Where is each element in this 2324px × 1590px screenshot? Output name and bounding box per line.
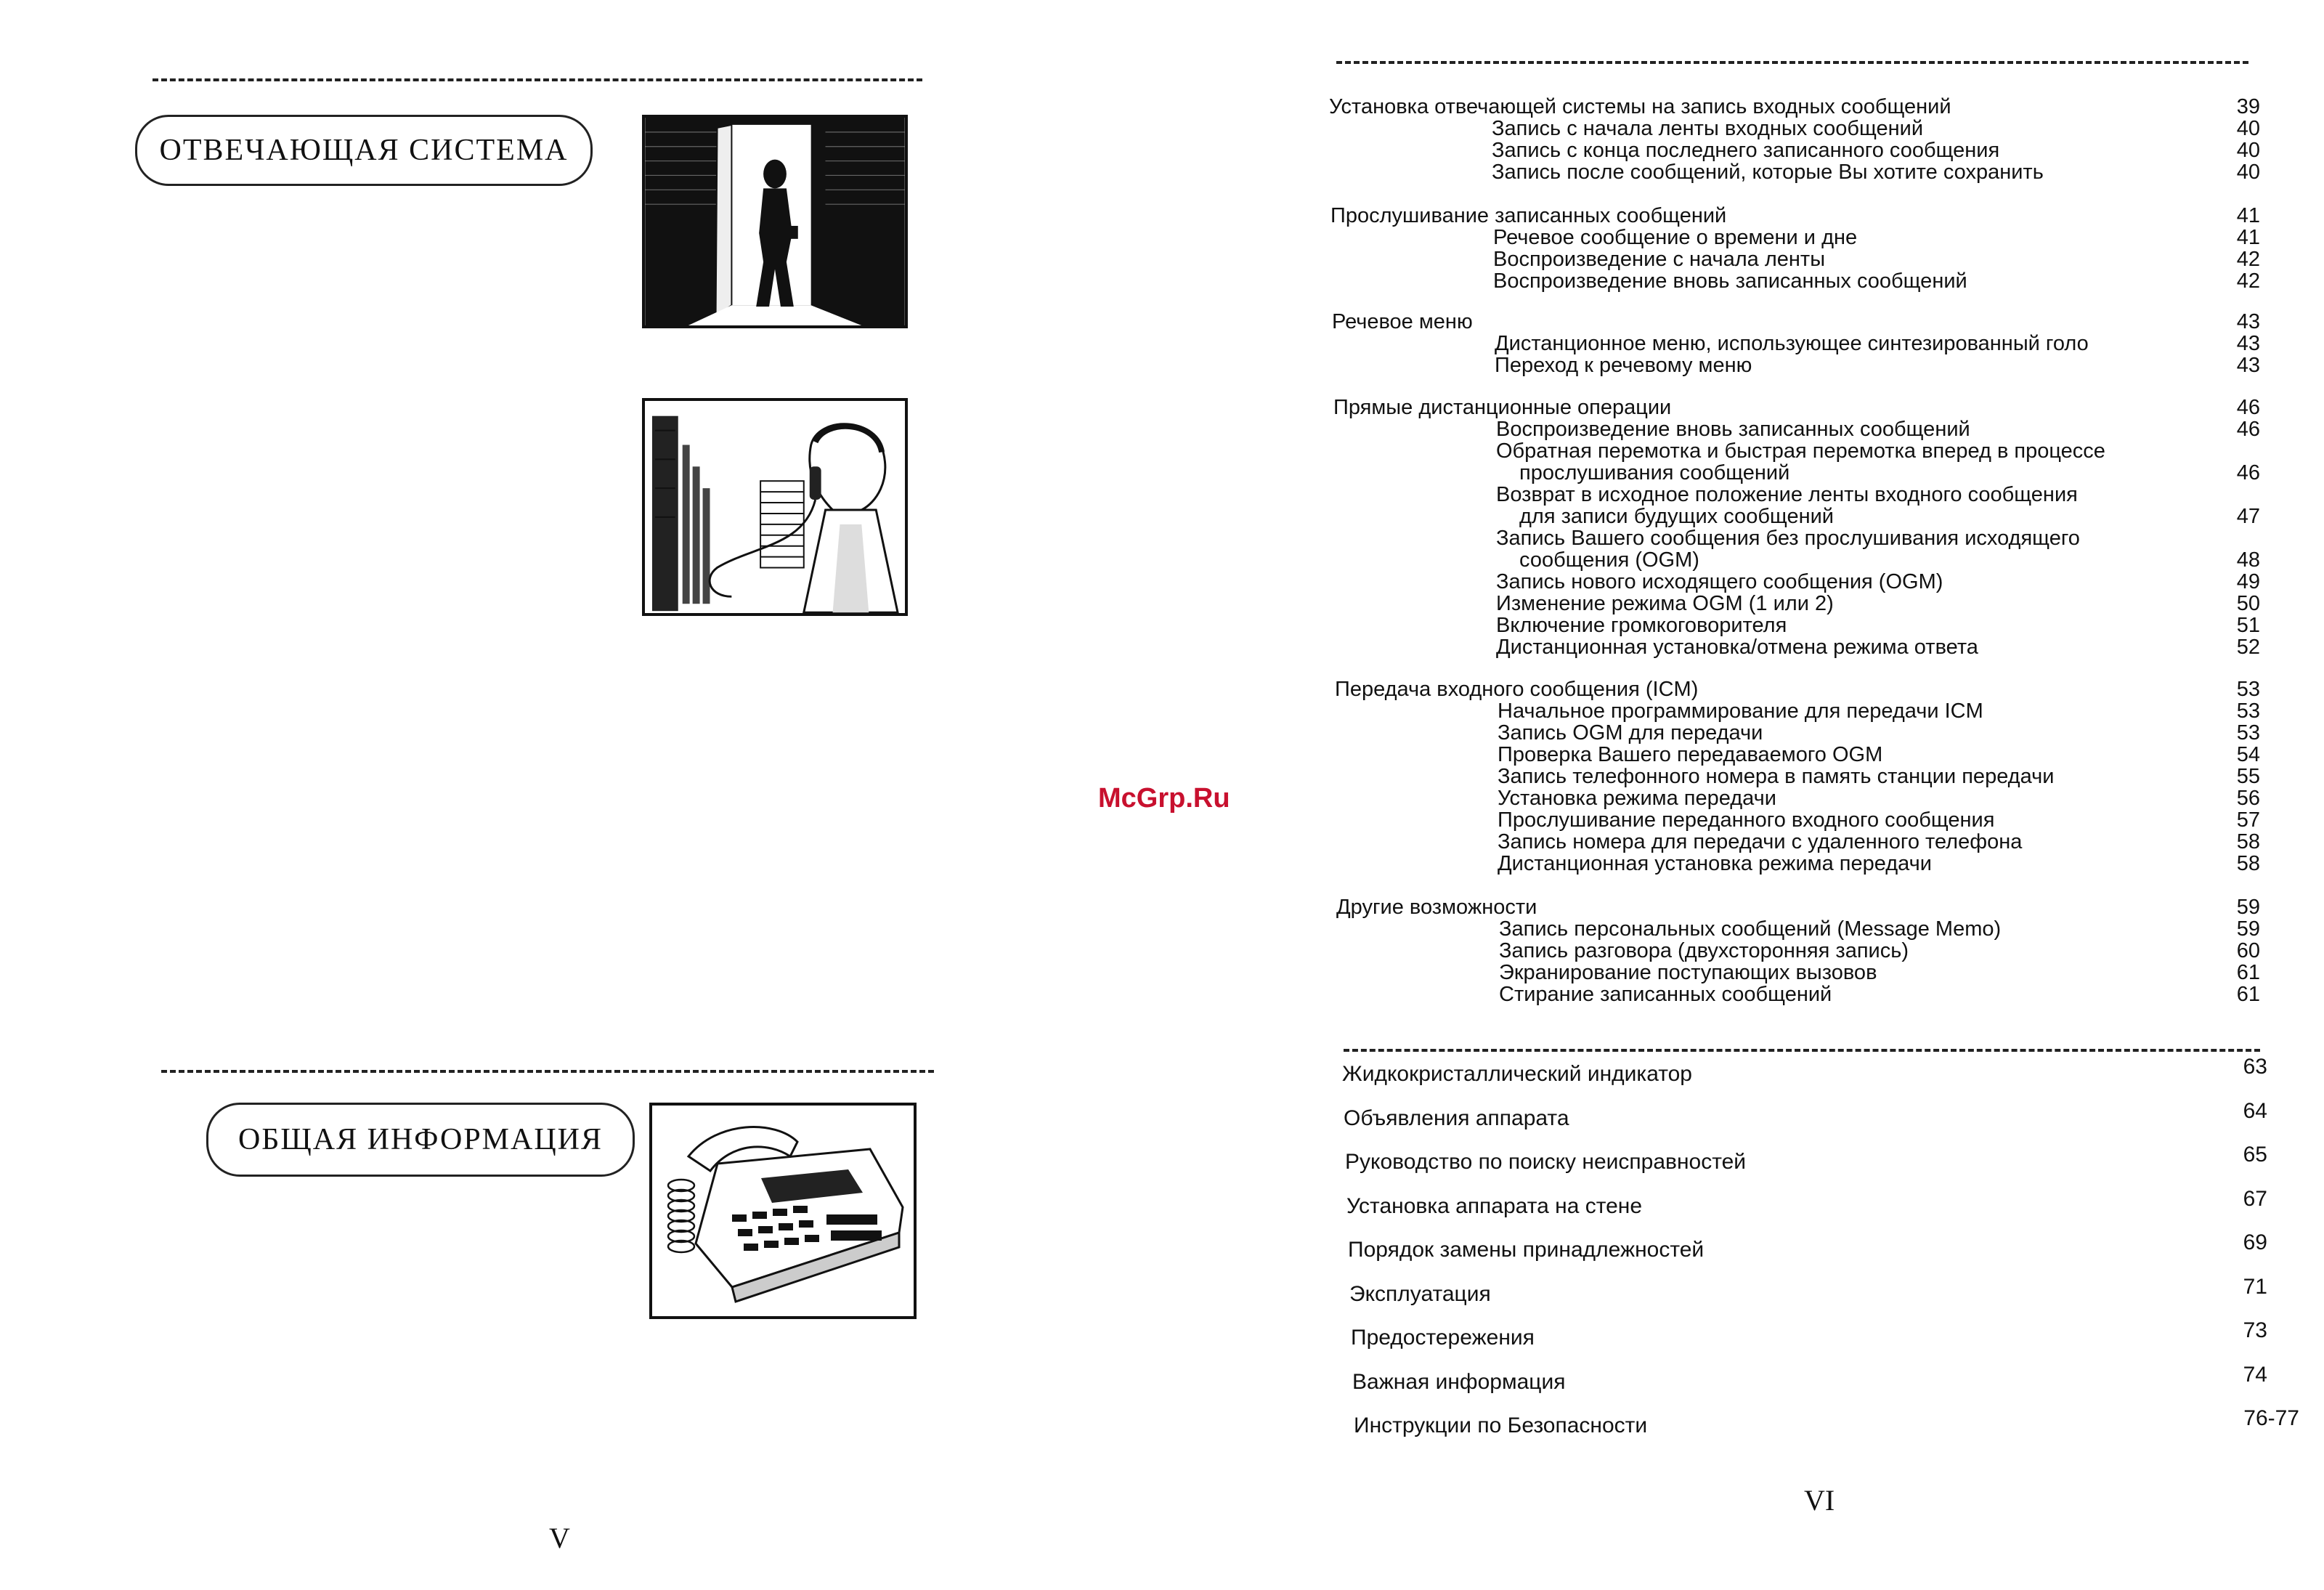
general-item-label: Жидкокристаллический индикатор [1342,1062,1692,1086]
toc-item-page: 58 [2236,830,2260,853]
toc-item-page: 48 [2236,548,2260,572]
general-item-label: Установка аппарата на стене [1346,1193,1643,1218]
toc-item-page: 56 [2236,787,2260,810]
left-page-number: V [549,1522,570,1554]
section-title-general-information-text: ОБЩАЯ ИНФОРМАЦИЯ [237,1123,604,1156]
general-item-page: 63 [2243,1055,2267,1079]
toc-item-line: Запись разговора (двухсторонняя запись) [1499,939,1909,962]
toc-item-page: 40 [2236,161,2260,184]
general-item-page: 64 [2243,1098,2267,1123]
toc-item-line: Запись телефонного номера в память станции передачи [1498,765,2055,788]
toc-item-page: 61 [2236,961,2260,984]
general-item-page: 69 [2243,1230,2267,1254]
toc-item-page: 46 [2236,461,2260,484]
answering-machine-svg [652,1106,914,1316]
toc-item-page: 60 [2236,939,2260,962]
toc-item-line: Воспроизведение вновь записанных сообщений [1496,418,1970,441]
toc-item-line: Возврат в исходное положение ленты входного сообщения [1496,483,2078,506]
toc-group-page: 59 [2236,896,2260,919]
toc-group-page: 39 [2236,95,2260,118]
watermark-text: McGrp.Ru [1098,783,1230,814]
toc-item-page: 53 [2236,721,2260,745]
toc-group-title: Передача входного сообщения (ICM) [1335,678,1699,701]
toc-item-line: Дистанционное меню, использующее синтезированный голо [1495,332,2089,355]
toc-item-line: Дистанционная установка/отмена режима ответа [1496,636,1978,659]
toc-group-title: Прослушивание записанных сообщений [1330,204,1727,227]
general-item-page: 67 [2243,1186,2267,1211]
toc-item-page: 55 [2236,765,2260,788]
toc-item-line: Начальное программирование для передачи ICM [1498,699,1983,723]
toc-group-title: Другие возможности [1336,896,1537,919]
toc-group-page: 53 [2236,678,2260,701]
toc-item-page: 53 [2236,699,2260,723]
toc-item-page: 57 [2236,808,2260,832]
toc-item-line: Стирание записанных сообщений [1499,983,1832,1006]
toc-item-page: 47 [2236,505,2260,528]
toc-item-line: Воспроизведение с начала ленты [1493,248,1826,271]
general-item-label: Эксплуатация [1349,1281,1491,1306]
general-item-label: Объявления аппарата [1344,1106,1569,1130]
toc-item-line: Проверка Вашего передаваемого OGM [1498,743,1883,766]
general-item-label: Руководство по поиску неисправностей [1345,1150,1747,1174]
toc-item-page: 40 [2236,139,2260,162]
toc-item-page: 41 [2236,226,2260,249]
general-item-page: 73 [2243,1318,2267,1342]
toc-item-page: 58 [2236,852,2260,875]
toc-item-line: Запись с конца последнего записанного сообщения [1492,139,2000,162]
general-item-page: 71 [2243,1274,2267,1299]
toc-item-line: Переход к речевому меню [1495,354,1752,377]
toc-item-line: Установка режима передачи [1498,787,1776,810]
toc-item-page: 50 [2236,592,2260,615]
toc-item-line: Обратная перемотка и быстрая перемотка вперед в процессе [1496,439,2105,463]
general-item-page: 65 [2243,1143,2267,1167]
toc-group-title: Речевое меню [1332,310,1473,333]
general-item-label: Инструкции по Безопасности [1354,1413,1648,1437]
toc-item-line: Включение громкоговорителя [1496,614,1787,637]
toc-item-line: Прослушивание переданного входного сообщения [1498,808,1995,832]
toc-item-page: 51 [2236,614,2260,637]
general-item-label: Важная информация [1352,1369,1566,1394]
general-item-page: 74 [2243,1362,2267,1387]
section-title-general-information [206,1103,635,1177]
toc-item-line: Дистанционная установка режима передачи [1498,852,1932,875]
toc-item-page: 42 [2236,248,2260,271]
toc-item-page: 49 [2236,570,2260,593]
toc-item-line: сообщения (OGM) [1519,548,1699,572]
toc-item-line: Запись нового исходящего сообщения (OGM) [1496,570,1943,593]
toc-item-line: Запись Вашего сообщения без прослушивания исходящего [1496,527,2080,550]
toc-item-page: 59 [2236,917,2260,941]
section-title-answering-system-text: ОТВЕЧАЮЩАЯ СИСТЕМА [159,134,569,167]
middle-divider-left [161,1070,934,1073]
toc-item-line: прослушивания сообщений [1519,461,1790,484]
toc-item-line: Запись OGM для передачи [1498,721,1763,745]
toc-item-line: Запись после сообщений, которые Вы хотите сохранить [1492,161,2044,184]
general-item-page: 76-77 [2243,1406,2299,1430]
toc-item-page: 43 [2236,332,2260,355]
toc-group-page: 43 [2236,310,2260,333]
general-item-label: Предостережения [1351,1326,1535,1350]
toc-group-title: Установка отвечающей системы на запись входных сообщений [1329,95,1951,118]
toc-item-page: 46 [2236,418,2260,441]
answering-machine-illustration [649,1103,917,1319]
toc-item-page: 40 [2236,117,2260,140]
toc-item-line: для записи будущих сообщений [1519,505,1835,528]
middle-divider-right [1344,1049,2260,1052]
toc-group-page: 41 [2236,204,2260,227]
toc-item-line: Воспроизведение вновь записанных сообщений [1493,269,1967,293]
toc-group-title: Прямые дистанционные операции [1333,396,1672,419]
general-item-label: Порядок замены принадлежностей [1348,1238,1705,1262]
toc-item-line: Речевое сообщение о времени и дне [1493,226,1858,249]
toc-item-page: 54 [2236,743,2260,766]
toc-item-line: Запись персональных сообщений (Message Memo) [1499,917,2002,941]
toc-group-page: 46 [2236,396,2260,419]
toc-item-line: Запись номера для передачи с удаленного телефона [1498,830,2023,853]
right-page-number: VI [1804,1484,1835,1517]
toc-item-page: 52 [2236,636,2260,659]
toc-item-page: 61 [2236,983,2260,1006]
toc-item-page: 43 [2236,354,2260,377]
toc-item-line: Экранирование поступающих вызовов [1499,961,1877,984]
toc-item-line: Изменение режима OGM (1 или 2) [1496,592,1834,615]
toc-item-line: Запись с начала ленты входных сообщений [1492,117,1924,140]
toc-item-page: 42 [2236,269,2260,293]
